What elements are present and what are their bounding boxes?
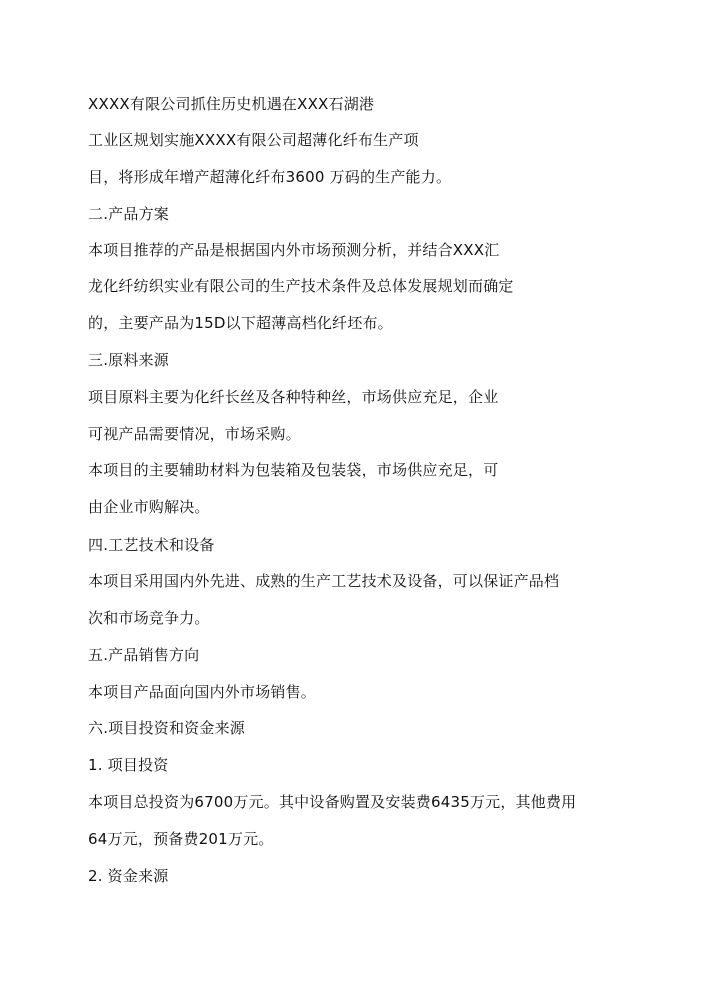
section-heading: 二.产品方案 (88, 205, 169, 223)
paragraph-line: XXXX有限公司抓住历史机遇在XXX石湖港 (88, 95, 375, 113)
paragraph-line: 本项目的主要辅助材料为包装箱及包装袋，市场供应充足，可 (88, 461, 499, 479)
paragraph-line: 项目原料主要为化纤长丝及各种特种丝，市场供应充足，企业 (88, 388, 499, 406)
subsection-heading: 2. 资金来源 (88, 867, 169, 885)
section-heading: 四.工艺技术和设备 (88, 536, 215, 554)
paragraph-line: 目，将形成年增产超薄化纤布3600 万码的生产能力。 (88, 168, 452, 186)
paragraph-line: 工业区规划实施XXXX有限公司超薄化纤布生产项 (88, 131, 419, 149)
section-heading: 三.原料来源 (88, 351, 169, 369)
paragraph-line: 本项目总投资为6700万元。其中设备购置及安装费6435万元，其他费用 (88, 793, 577, 811)
section-heading: 五.产品销售方向 (88, 646, 200, 664)
paragraph-line: 龙化纤纺织实业有限公司的生产技术条件及总体发展规划而确定 (88, 277, 514, 295)
paragraph-line: 64万元，预备费201万元。 (88, 830, 274, 848)
subsection-heading: 1. 项目投资 (88, 756, 169, 774)
paragraph-line: 可视产品需要情况，市场采购。 (88, 425, 301, 443)
paragraph-line: 本项目推荐的产品是根据国内外市场预测分析，并结合XXX汇 (88, 241, 500, 259)
paragraph-line: 本项目采用国内外先进、成熟的生产工艺技术及设备，可以保证产品档 (88, 572, 560, 590)
paragraph-line: 的，主要产品为15D以下超薄高档化纤坯布。 (88, 314, 393, 332)
paragraph-line: 由企业市购解决。 (88, 498, 210, 516)
section-heading: 六.项目投资和资金来源 (88, 719, 245, 737)
paragraph-line: 次和市场竞争力。 (88, 609, 210, 627)
paragraph-line: 本项目产品面向国内外市场销售。 (88, 683, 317, 701)
